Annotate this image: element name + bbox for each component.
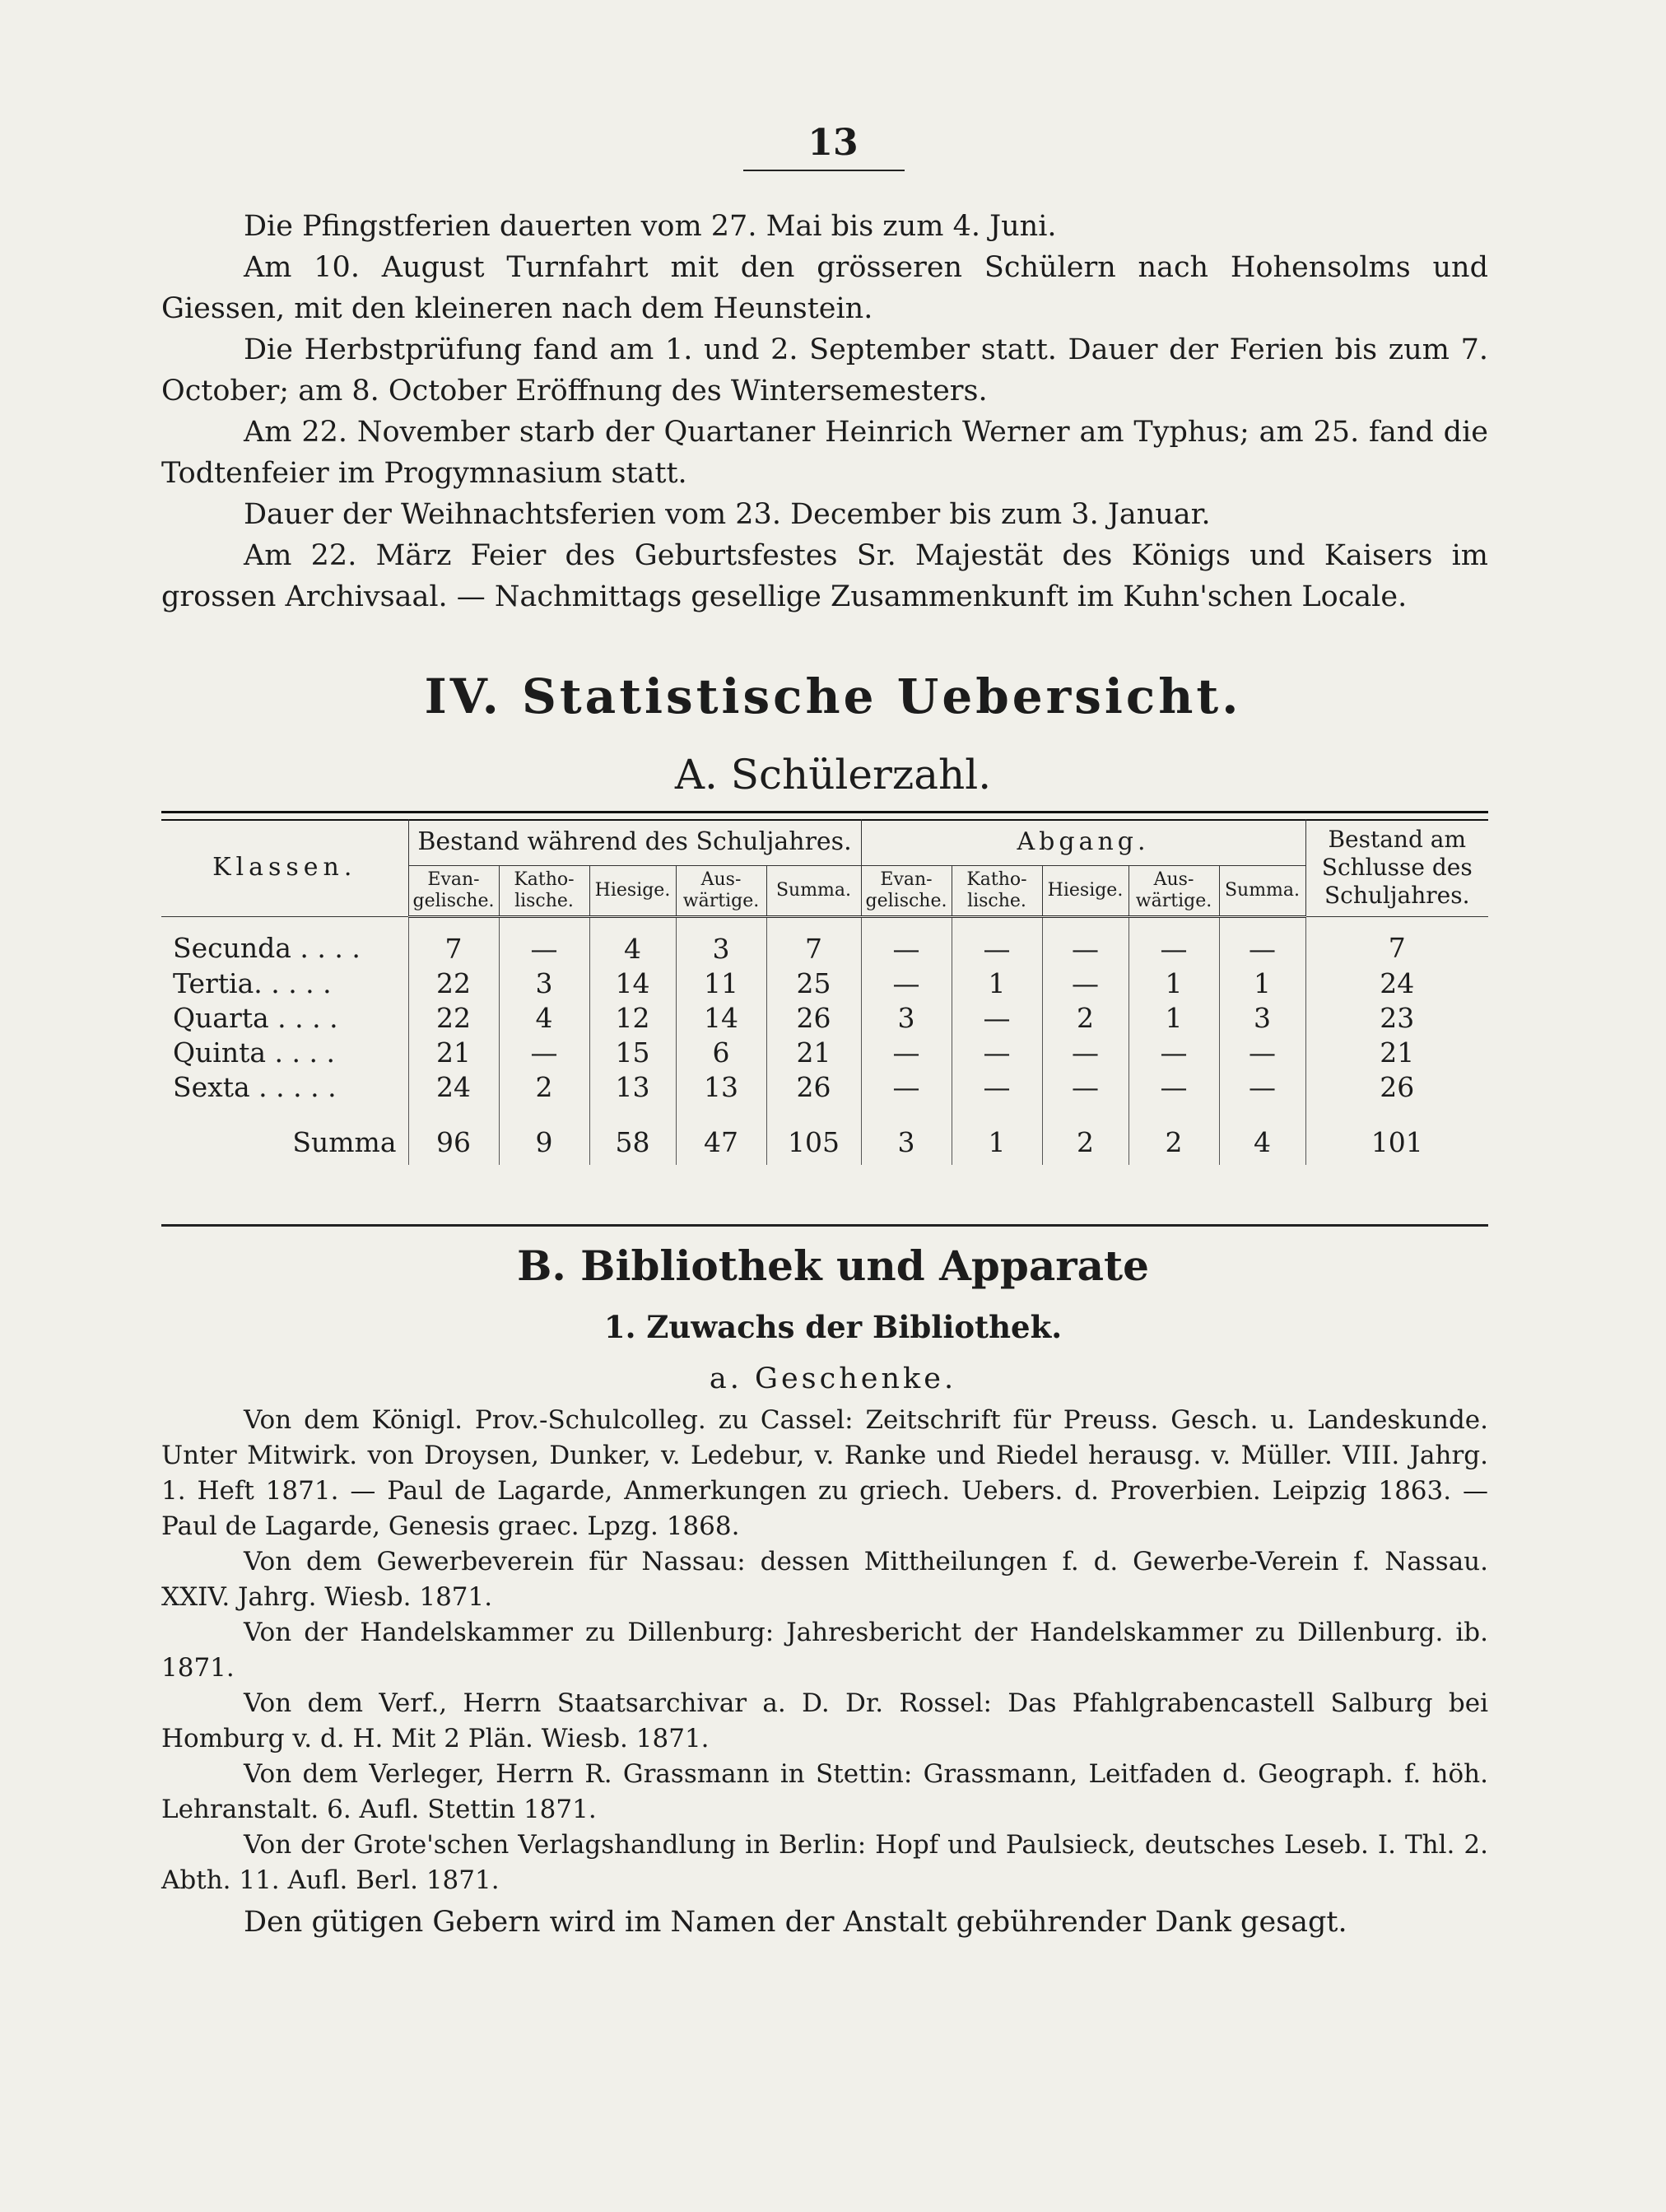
thanks-line: Den gütigen Gebern wird im Namen der Anstalt gebührender Dank gesagt. — [244, 1906, 1347, 1939]
cell: 24 — [408, 1069, 499, 1104]
column-header: Katho-lische. — [499, 866, 589, 917]
cell: 22 — [408, 966, 499, 1000]
gift-entry: Von dem Gewerbeverein für Nassau: dessen Mittheilungen f. d. Gewerbe-Verein f. Nassau. XXIV. Jahrg. Wiesb. 1871. — [161, 1547, 1488, 1612]
cell: 4 — [589, 917, 676, 966]
summa-row — [161, 1104, 1488, 1165]
gift-entry: Von der Handelskammer zu Dillenburg: Jahresbericht der Handelskammer zu Dillenburg. ib. 1871. — [161, 1618, 1488, 1683]
section-heading-b: B. Bibliothek und Apparate — [517, 1241, 1149, 1290]
column-header: Aus-wärtige. — [1129, 866, 1219, 917]
cell: — — [1042, 1035, 1129, 1069]
cell: — — [499, 917, 589, 966]
gift-entry: Von dem Verleger, Herrn R. Grassmann in Stettin: Grassmann, Leitfaden d. Geograph. f. höh. Lehranstalt. 6. Aufl. Stettin 1871. — [161, 1759, 1488, 1824]
cell: 1 — [1129, 1000, 1219, 1035]
column-header: Hiesige. — [1042, 866, 1129, 917]
cell: — — [861, 917, 952, 966]
cell: — — [1129, 917, 1219, 966]
cell: — — [499, 1035, 589, 1069]
cell: 24 — [1305, 966, 1488, 1000]
class-name: Tertia. . . . . — [173, 966, 332, 999]
cell: 96 — [408, 1104, 499, 1165]
cell: 47 — [676, 1104, 766, 1165]
cell: 13 — [589, 1069, 676, 1104]
paragraph: Am 10. August Turnfahrt mit den grösseren Schülern nach Hohensolms und Giessen, mit den kleineren nach dem Heunstein. — [161, 251, 1488, 325]
gift-entry: Von dem Königl. Prov.-Schulcolleg. zu Cassel: Zeitschrift für Preuss. Gesch. u. Landeskunde. Unter Mitwirk. von Droysen, Dunker, v. Ledebur, v. Ranke und Riedel herausg. v. Müller. VIII. Jahrg. 1. Heft 1871. — Paul de Lagarde, Anmerkungen zu griech. Uebers. d. Proverbien. Leipzig 1863. — Paul de Lagarde, Genesis graec. Lpzg. 1868. — [161, 1405, 1488, 1541]
bestand-group-header: Bestand während des Schuljahres. — [408, 819, 861, 866]
cell: — — [1042, 917, 1129, 966]
abgang-group-header: Abgang. — [861, 819, 1305, 866]
paragraph: Am 22. März Feier des Geburtsfestes Sr. Majestät des Königs und Kaisers im grossen Archivsaal. — Nachmittags gesellige Zusammenkunft im Kuhn'schen Locale. — [161, 539, 1488, 613]
cell: — — [1219, 917, 1305, 966]
cell: — — [861, 966, 952, 1000]
cell: 12 — [589, 1000, 676, 1035]
cell: — — [1219, 1069, 1305, 1104]
cell: 58 — [589, 1104, 676, 1165]
cell: 2 — [1042, 1000, 1129, 1035]
cell: 14 — [589, 966, 676, 1000]
cell: 9 — [499, 1104, 589, 1165]
klassen-header: Klassen. — [161, 819, 408, 917]
cell: — — [1042, 966, 1129, 1000]
cell: 21 — [408, 1035, 499, 1069]
summa-label: Summa — [292, 1125, 397, 1158]
cell: 101 — [1305, 1104, 1488, 1165]
class-name: Quinta . . . . — [173, 1036, 335, 1069]
cell: 3 — [861, 1104, 952, 1165]
gift-entry: Von der Grote'schen Verlagshandlung in Berlin: Hopf und Paulsieck, deutsches Leseb. I. Thl. 2. Abth. 11. Aufl. Berl. 1871. — [161, 1830, 1488, 1895]
paragraph: Am 22. November starb der Quartaner Heinrich Werner am Typhus; am 25. fand die Todtenfeier im Progymnasium statt. — [161, 416, 1488, 490]
cell: 13 — [676, 1069, 766, 1104]
cell: 14 — [676, 1000, 766, 1035]
page-number: 13 — [807, 122, 859, 164]
paragraph: Dauer der Weihnachtsferien vom 23. December bis zum 3. Januar. — [244, 498, 1211, 531]
cell: 15 — [589, 1035, 676, 1069]
cell: 26 — [766, 1069, 861, 1104]
column-header: Evan-gelische. — [408, 866, 499, 917]
cell: — — [861, 1069, 952, 1104]
table-row — [161, 917, 1488, 966]
table-bottom-rule — [161, 1224, 1488, 1227]
table-row — [161, 1035, 1488, 1069]
column-header: Aus-wärtige. — [676, 866, 766, 917]
cell: 7 — [1305, 917, 1488, 966]
cell: 11 — [676, 966, 766, 1000]
cell: 4 — [1219, 1104, 1305, 1165]
gifts-list — [161, 1403, 1488, 1898]
cell: 105 — [766, 1104, 861, 1165]
cell: 21 — [766, 1035, 861, 1069]
cell: 3 — [1219, 1000, 1305, 1035]
cell: — — [952, 917, 1042, 966]
class-name: Quarta . . . . — [173, 1001, 338, 1034]
table-row — [161, 966, 1488, 1000]
cell: — — [952, 1035, 1042, 1069]
cell: — — [1129, 1035, 1219, 1069]
cell: 1 — [1219, 966, 1305, 1000]
column-header: Summa. — [766, 866, 861, 917]
cell: 1 — [1129, 966, 1219, 1000]
column-header: Katho-lische. — [952, 866, 1042, 917]
cell: 25 — [766, 966, 861, 1000]
page-number-rule — [743, 170, 905, 171]
section-heading-iv: IV. Statistische Uebersicht. — [424, 668, 1242, 724]
paragraph: Die Pfingstferien dauerten vom 27. Mai bis zum 4. Juni. — [244, 210, 1057, 243]
subsubsection-heading: a. Geschenke. — [709, 1362, 957, 1395]
cell: 1 — [952, 966, 1042, 1000]
cell: — — [952, 1069, 1042, 1104]
table-row — [161, 1069, 1488, 1104]
section-heading-a: A. Schülerzahl. — [674, 751, 992, 799]
bestand-schluss-header: Bestand am Schlusse des Schuljahres. — [1305, 819, 1488, 917]
cell: 6 — [676, 1035, 766, 1069]
cell: 2 — [499, 1069, 589, 1104]
subsection-heading: 1. Zuwachs der Bibliothek. — [603, 1309, 1063, 1345]
cell: 2 — [1042, 1104, 1129, 1165]
column-header: Evan-gelische. — [861, 866, 952, 917]
cell: 7 — [766, 917, 861, 966]
gift-entry: Von dem Verf., Herrn Staatsarchivar a. D. Dr. Rossel: Das Pfahlgrabencastell Salburg bei Homburg v. d. H. Mit 2 Plän. Wiesb. 1871. — [161, 1688, 1488, 1753]
cell: 26 — [1305, 1069, 1488, 1104]
cell: 26 — [766, 1000, 861, 1035]
table-row — [161, 1000, 1488, 1035]
cell: 2 — [1129, 1104, 1219, 1165]
cell: 3 — [499, 966, 589, 1000]
class-name: Sexta . . . . . — [173, 1070, 337, 1103]
cell: — — [1129, 1069, 1219, 1104]
cell: 21 — [1305, 1035, 1488, 1069]
paragraph: Die Herbstprüfung fand am 1. und 2. September statt. Dauer der Ferien bis zum 7. October; am 8. October Eröffnung des Wintersemesters. — [161, 333, 1488, 407]
cell: — — [1042, 1069, 1129, 1104]
cell: 3 — [861, 1000, 952, 1035]
cell: 3 — [676, 917, 766, 966]
cell: — — [952, 1000, 1042, 1035]
cell: 1 — [952, 1104, 1042, 1165]
cell: — — [1219, 1035, 1305, 1069]
class-name: Secunda . . . . — [173, 932, 361, 964]
cell: 23 — [1305, 1000, 1488, 1035]
column-header: Hiesige. — [589, 866, 676, 917]
pupil-statistics-table — [161, 819, 1488, 1165]
column-header: Summa. — [1219, 866, 1305, 917]
chronicle-text — [161, 206, 1488, 617]
cell: — — [861, 1035, 952, 1069]
cell: 4 — [499, 1000, 589, 1035]
cell: 22 — [408, 1000, 499, 1035]
cell: 7 — [408, 917, 499, 966]
